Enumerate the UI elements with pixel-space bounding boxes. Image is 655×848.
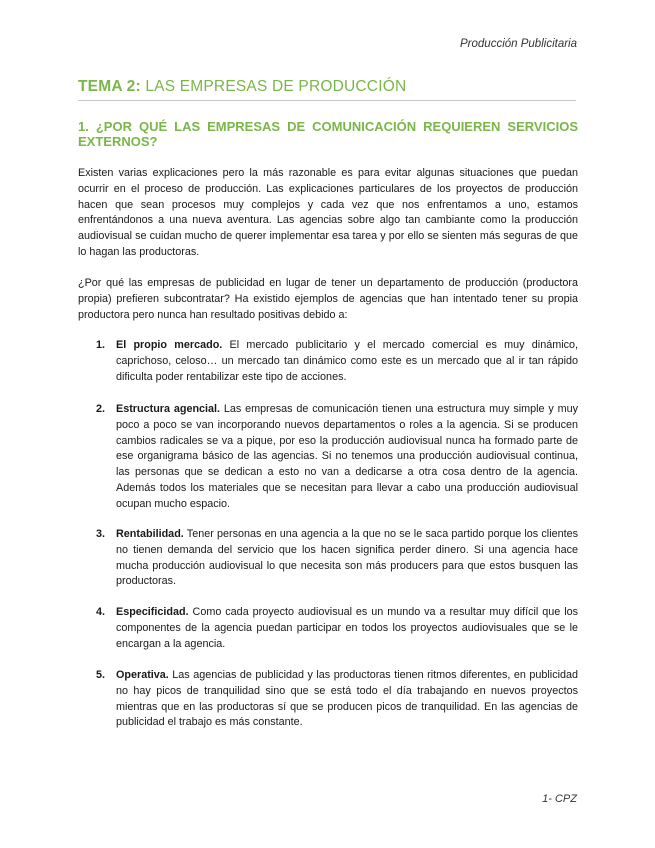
list-item-text: Tener personas en una agencia a la que no se le saca partido porque los clientes no tienen demanda del servicio que los hacen significa perder dinero. Si una agencia hace mucha producción audiovisual lo que necesita son más producers para que estos busquen las productoras.	[116, 528, 578, 588]
chapter-label: TEMA 2:	[78, 78, 141, 95]
list-item-lead: Estructura agencial.	[116, 403, 221, 415]
heading-divider	[78, 100, 576, 101]
intro-paragraph: Existen varias explicaciones pero la más razonable es para evitar algunas situaciones que puedan ocurrir en el proceso de producción. Las explicaciones particulares de los proyectos de producción hacen que sean procesos muy complejos y cada vez que nos enfrentamos a uno, estamos enfrentándonos a una nueva aventura. Las agencias sobre algo tan cambiante como la producción audiovisual se cuidan mucho de querer implementar esa tarea y por ello se sienten más seguras de que lo hagan las productoras.	[78, 167, 578, 258]
list-item	[78, 605, 578, 652]
list-item	[78, 402, 578, 513]
list-item-text: Las empresas de comunicación tienen una estructura muy simple y muy poco a poco se van incorporando nuevos departamentos o roles a la agencia. Si se producen cambios radicales se va a pique, por eso la producción audiovisual nunca ha formado parte de ese organigrama básico de las agencias. Si no tenemos una producción audiovisual continua, las personas que se dedican a esto no van a dedicarse a otra cosa dentro de la agencia. Además todos los materiales que se necesitan para llevar a cabo una producción audiovisual ocupan mucho espacio.	[116, 403, 578, 510]
list-item-body	[116, 668, 578, 731]
section-heading: 1. ¿POR QUÉ LAS EMPRESAS DE COMUNICACIÓN REQUIEREN SERVICIOS EXTERNOS?	[78, 119, 578, 149]
list-item-body	[116, 338, 578, 385]
list-item	[78, 338, 578, 385]
list-item-text: Las agencias de publicidad y las productoras tienen ritmos diferentes, en publicidad no hay picos de tranquilidad sino que se está todo el día trabajando en nuevos proyectos mientras que en las productoras sí que se producen picos de tranquilidad. En las agencias de publicidad el trabajo es más constante.	[116, 669, 578, 729]
list-item-body	[116, 605, 578, 652]
list-number: 5.	[96, 669, 106, 681]
list-item-lead: Rentabilidad.	[116, 528, 184, 540]
list-item-body	[116, 402, 578, 513]
chapter-title: LAS EMPRESAS DE PRODUCCIÓN	[145, 78, 407, 95]
list-item-text: Como cada proyecto audiovisual es un mundo va a resultar muy difícil que los componentes de la agencia puedan participar en todos los proyectos audiovisuales que se le encargan a la agencia.	[116, 606, 578, 650]
list-item-text: El mercado publicitario y el mercado comercial es muy dinámico, caprichoso, celoso… un mercado tan dinámico como este es un mercado que al ir tan rápido dificulta poder rentabilizar este tipo de acciones.	[116, 339, 579, 383]
chapter-heading	[78, 78, 578, 96]
page-footer: 1- CPZ	[542, 793, 577, 805]
list-item-lead: Operativa.	[116, 669, 169, 681]
question-paragraph: ¿Por qué las empresas de publicidad en lugar de tener un departamento de producción (productora propia) prefieren subcontratar? Ha existido ejemplos de agencias que han intentado tener su propia productora pero nunca han resultado positivas debido a:	[78, 277, 578, 321]
list-item	[78, 527, 578, 590]
list-number: 2.	[96, 403, 106, 415]
list-number: 1.	[96, 339, 106, 351]
list-item-body	[116, 527, 578, 590]
list-item-lead: El propio mercado.	[116, 339, 223, 351]
list-number: 4.	[96, 606, 106, 618]
list-item	[78, 668, 578, 731]
list-item-lead: Especificidad.	[116, 606, 189, 618]
running-header: Producción Publicitaria	[460, 38, 577, 50]
list-number: 3.	[96, 528, 106, 540]
